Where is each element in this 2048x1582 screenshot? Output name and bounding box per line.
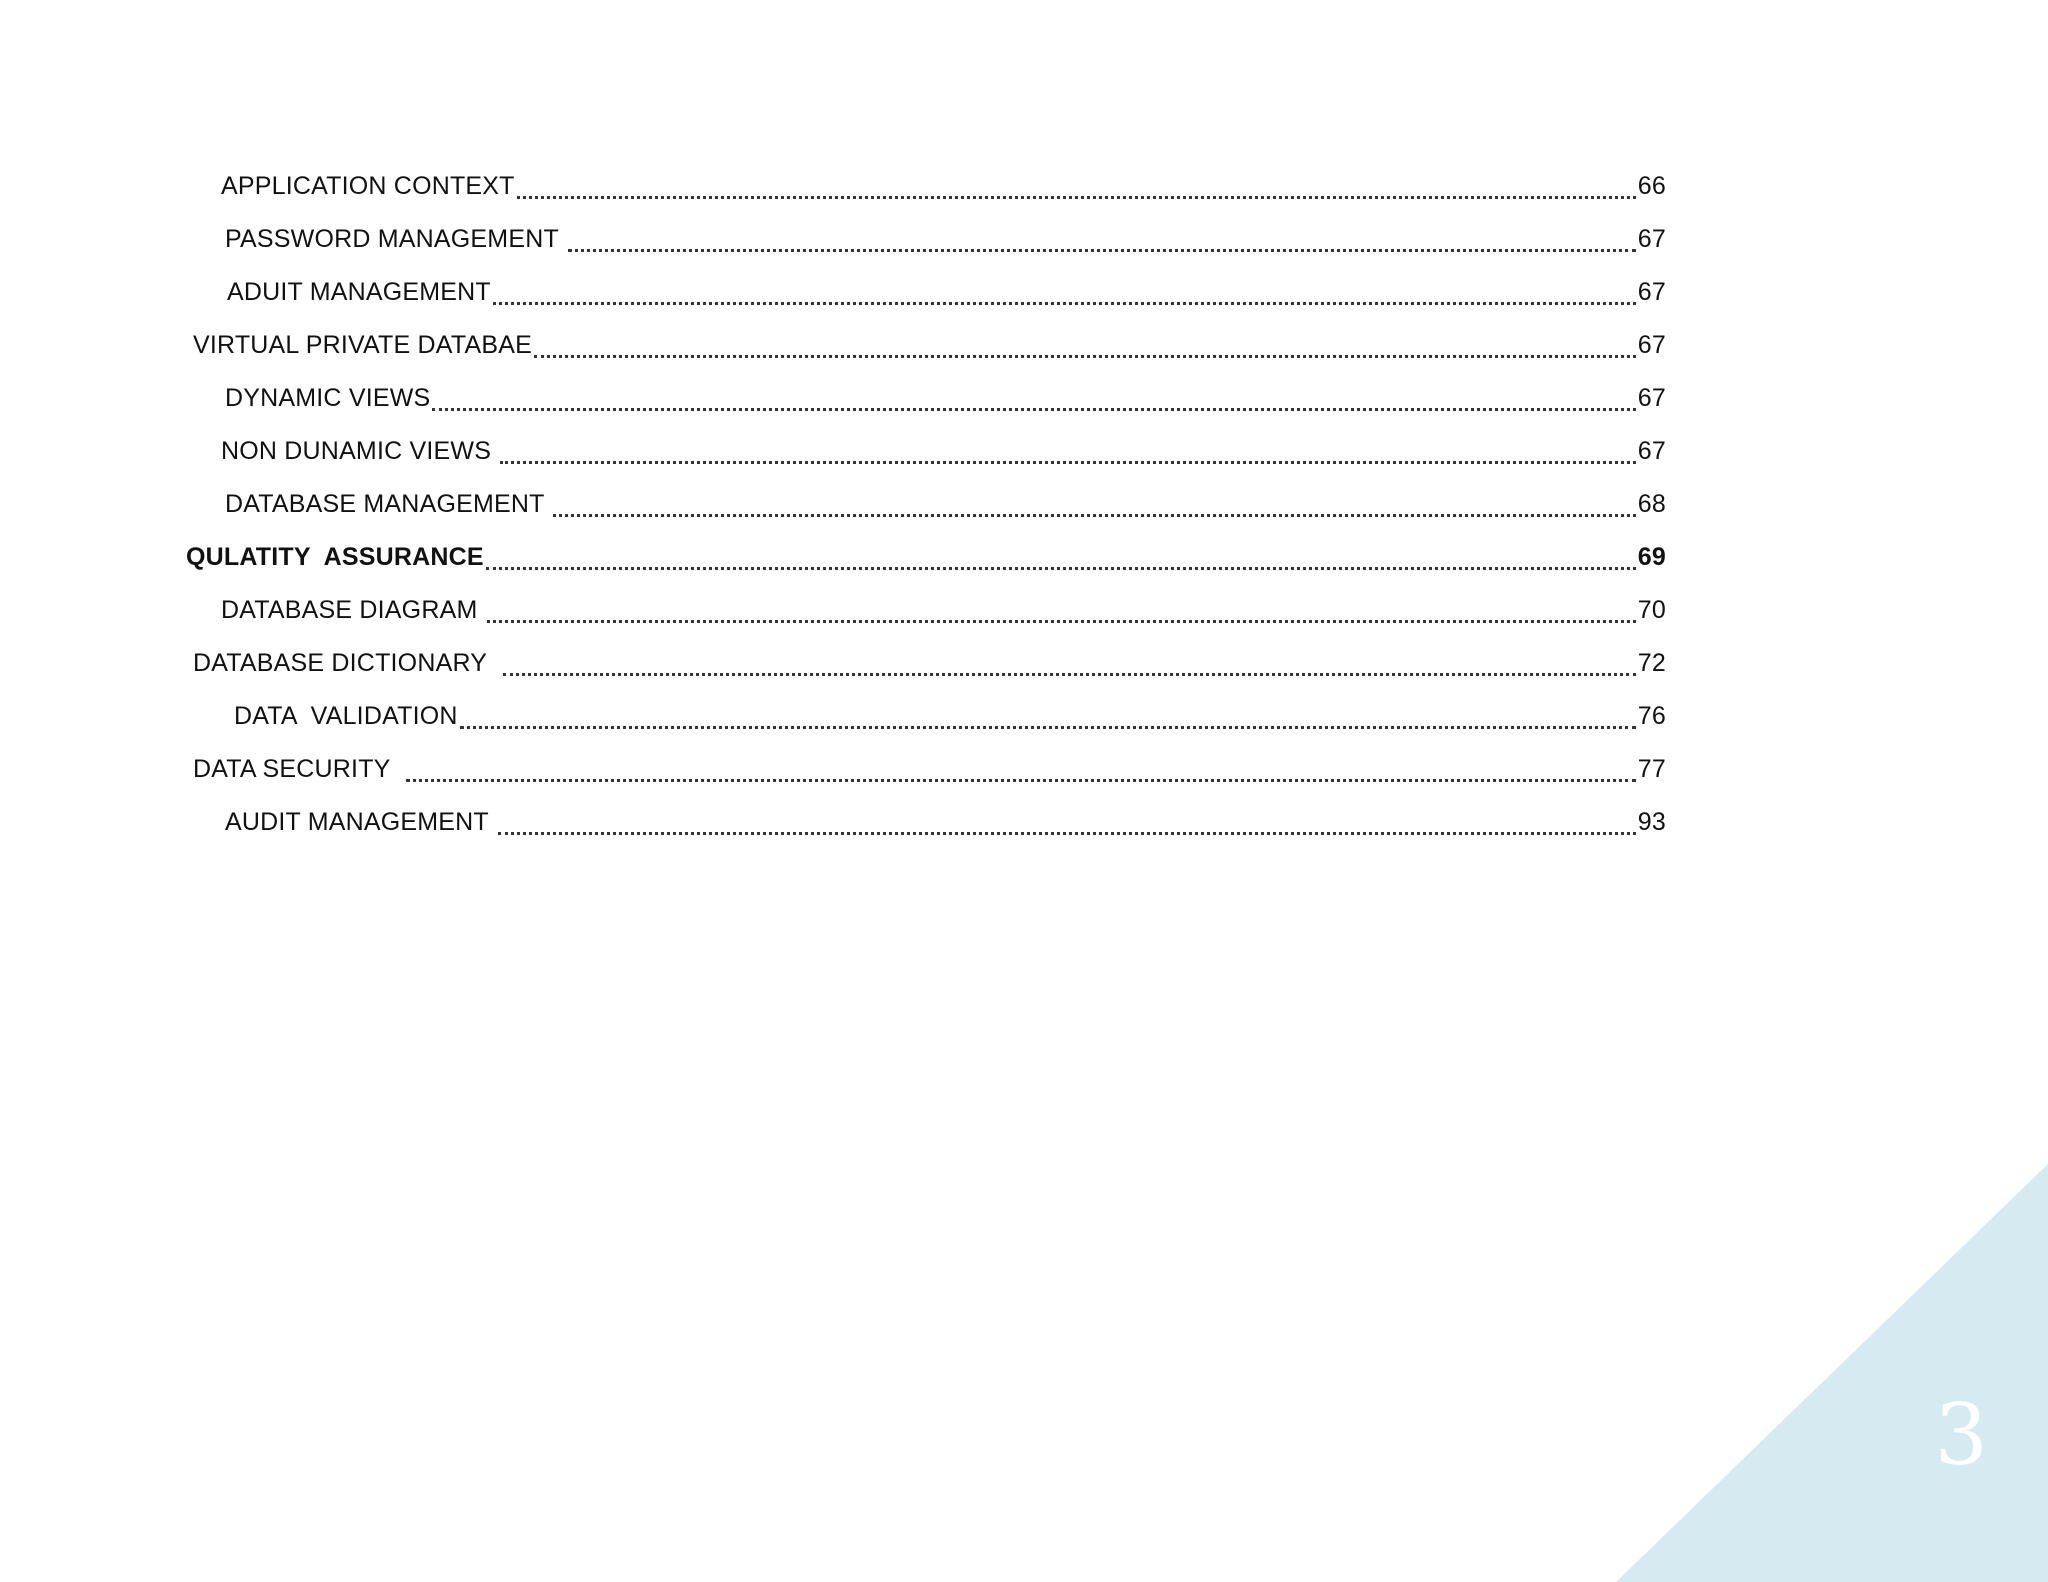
toc-dot-leader [406, 778, 1635, 782]
toc-entry[interactable] [0, 266, 1666, 319]
table-of-contents [0, 160, 1666, 849]
toc-dot-leader [486, 566, 1636, 570]
toc-entry[interactable] [0, 425, 1666, 478]
toc-entry[interactable] [0, 637, 1666, 690]
toc-entry-page-number: 68 [1637, 490, 1666, 518]
toc-entry-title: DATABASE DIAGRAM [221, 596, 485, 624]
toc-entry-page-number: 69 [1637, 543, 1666, 571]
toc-dot-leader [553, 513, 1636, 517]
toc-dot-leader [503, 672, 1636, 676]
toc-dot-leader [517, 195, 1636, 199]
toc-entry[interactable] [0, 160, 1666, 213]
toc-dot-leader [493, 301, 1636, 305]
toc-entry-title: VIRTUAL PRIVATE DATABAE [193, 331, 532, 359]
toc-entry-page-number: 66 [1637, 172, 1666, 200]
toc-entry[interactable] [0, 690, 1666, 743]
toc-entry-title: DATA VALIDATION [234, 702, 458, 730]
toc-entry-title: DYNAMIC VIEWS [225, 384, 431, 412]
toc-entry-page-number: 67 [1637, 278, 1666, 306]
toc-entry-title: DATA SECURITY [193, 755, 405, 783]
toc-dot-leader [534, 354, 1636, 358]
toc-dot-leader [460, 725, 1636, 729]
toc-entry[interactable] [0, 531, 1666, 584]
toc-entry[interactable] [0, 372, 1666, 425]
toc-entry-title: DATABASE MANAGEMENT [225, 490, 552, 518]
toc-dot-leader [432, 407, 1635, 411]
toc-entry-page-number: 67 [1637, 437, 1666, 465]
toc-entry[interactable] [0, 319, 1666, 372]
toc-dot-leader [498, 831, 1636, 835]
corner-decoration [1616, 1164, 2048, 1582]
toc-entry[interactable] [0, 478, 1666, 531]
toc-entry[interactable] [0, 213, 1666, 266]
toc-entry-page-number: 67 [1637, 331, 1666, 359]
toc-entry-page-number: 93 [1637, 808, 1666, 836]
toc-entry-page-number: 67 [1637, 384, 1666, 412]
toc-entry-page-number: 72 [1637, 649, 1666, 677]
toc-entry-page-number: 67 [1637, 225, 1666, 253]
page-number: 3 [1934, 1386, 1988, 1484]
toc-dot-leader [500, 460, 1636, 464]
toc-entry[interactable] [0, 796, 1666, 849]
corner-triangle [1616, 1164, 2048, 1582]
toc-entry-title: APPLICATION CONTEXT [221, 172, 515, 200]
toc-entry-title: PASSWORD MANAGEMENT [225, 225, 566, 253]
toc-entry-title: NON DUNAMIC VIEWS [221, 437, 499, 465]
toc-entry[interactable] [0, 584, 1666, 637]
toc-dot-leader [568, 248, 1636, 252]
toc-entry-page-number: 70 [1637, 596, 1666, 624]
toc-dot-leader [487, 619, 1636, 623]
toc-entry-title: QULATITY ASSURANCE [186, 543, 484, 571]
toc-entry-title: AUDIT MANAGEMENT [225, 808, 496, 836]
toc-entry-page-number: 76 [1637, 702, 1666, 730]
toc-entry[interactable] [0, 743, 1666, 796]
toc-entry-title: DATABASE DICTIONARY [193, 649, 501, 677]
toc-entry-title: ADUIT MANAGEMENT [227, 278, 491, 306]
toc-entry-page-number: 77 [1637, 755, 1666, 783]
